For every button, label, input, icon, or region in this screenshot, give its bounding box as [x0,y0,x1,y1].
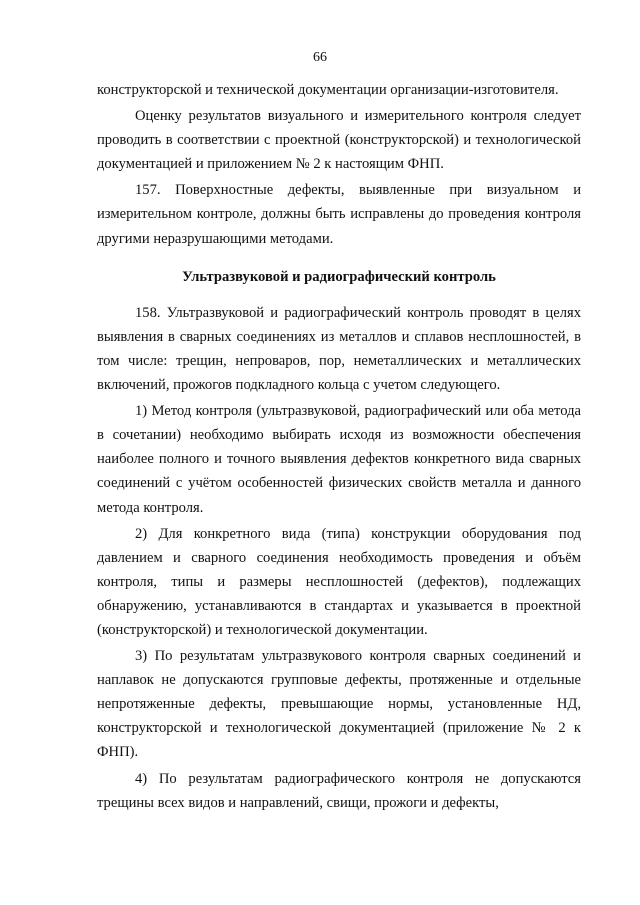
paragraph-157: 157. Поверхностные дефекты, выявленные при визуальном и измерительном контроле, должны быть исправлены до проведения контроля другими неразрушающими методами. [97,182,581,247]
paragraph-item-2: 2) Для конкретного вида (типа) конструкции оборудования под давлением и сварного соединения необходимость проведения и объём контроля, типы и размеры несплошностей (дефектов), подлежащих обнаружению, устанавливаются в стандартах и указывается в проектной (конструкторской) и технологической документации. [97,525,581,638]
paragraph-item-4: 4) По результатам радиографического контроля не допускаются трещины всех видов и направлений, свищи, прожоги и дефекты, [97,770,581,811]
paragraph-item-3: 3) По результатам ультразвукового контроля сварных соединений и наплавок не допускаются групповые дефекты, протяженные и отдельные непротяженные дефекты, превышающие нормы, установленные НД, конструкторской и технологической документацией (приложение № 2 к ФНП). [97,648,581,761]
paragraph-item-1: 1) Метод контроля (ультразвуковой, радиографический или оба метода в сочетании) необходимо выбирать исходя из возможности обеспечения наиболее полного и точного выявления дефектов конкретного вида сварных соединений с учётом особенностей физических свойств металла и данного метода контроля. [97,403,581,516]
paragraph-continuation: конструкторской и технической документации организации-изготовителя. [97,82,559,98]
document-body [97,78,581,815]
paragraph-assessment: Оценку результатов визуального и измерительного контроля следует проводить в соответствии с проектной (конструкторской) и технологической документацией и приложением № 2 к настоящим ФНП. [97,108,581,173]
page-number: 66 [313,50,327,65]
paragraph-158: 158. Ультразвуковой и радиографический контроль проводят в целях выявления в сварных соединениях из металлов и сплавов несплошностей, в том числе: трещин, непроваров, пор, неметаллических и металлических включений, прожогов подкладного кольца с учетом следующего. [97,304,581,394]
section-heading: Ультразвуковой и радиографический контроль [182,268,496,285]
